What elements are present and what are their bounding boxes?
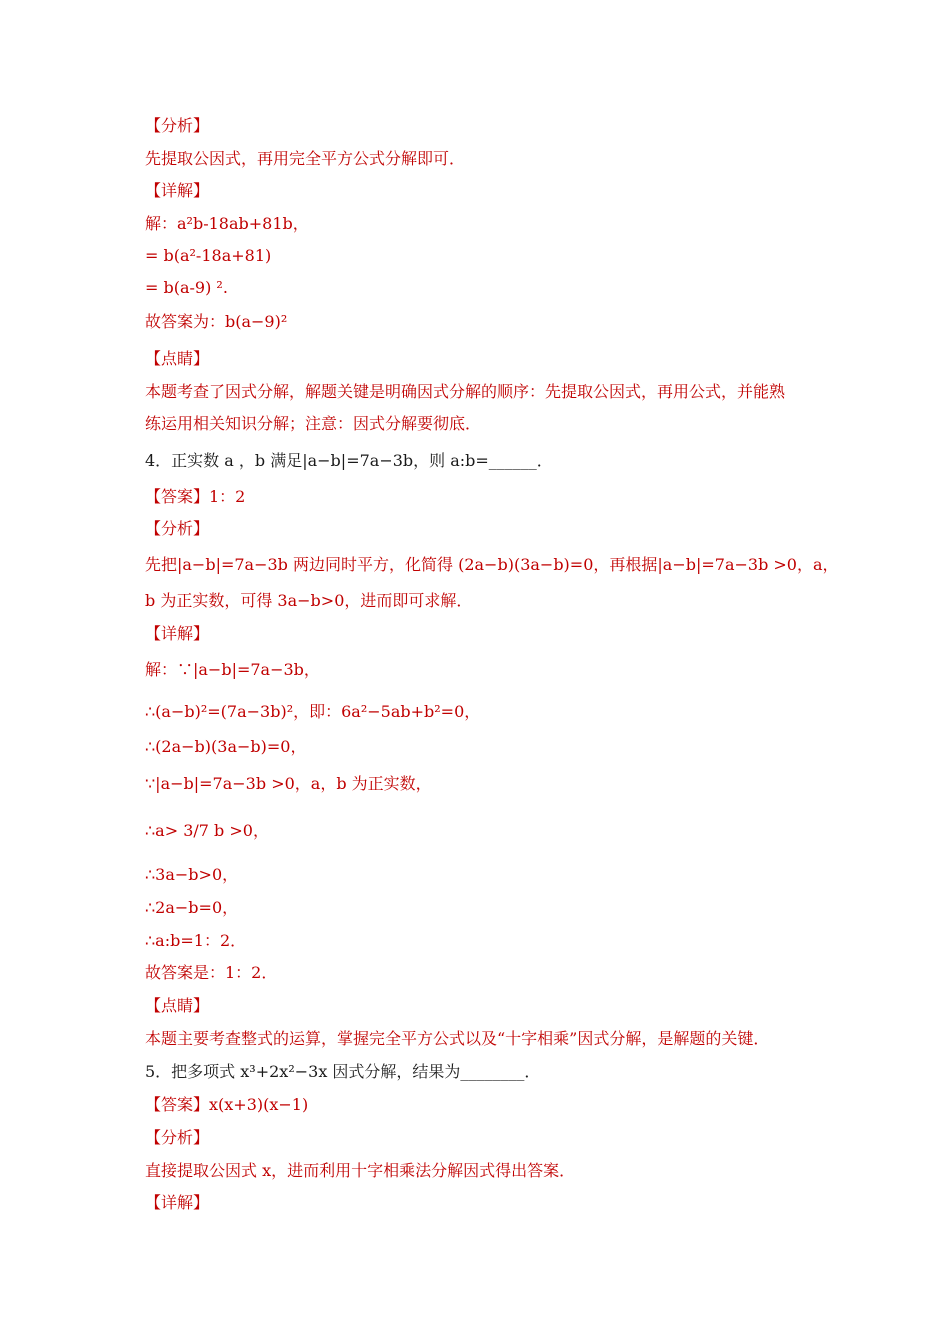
heading-solution: 【详解】 [145, 1193, 210, 1212]
solution-line: ∴(2a−b)(3a−b)=0， [145, 737, 307, 756]
analysis-text: 先提取公因式，再用完全平方公式分解即可． [145, 149, 466, 168]
analysis-text: b 为正实数，可得 3a−b>0，进而即可求解． [145, 591, 473, 610]
solution-line: ∴a> 3/7 b >0， [145, 821, 269, 840]
question-5: 5．把多项式 x³+2x²−3x 因式分解，结果为________． [145, 1062, 541, 1081]
analysis-text: 先把|a−b|=7a−3b 两边同时平方，化简得 (2a−b)(3a−b)=0，再根据|a−b|=7a−3b >0，a， [145, 555, 839, 574]
answer-statement: 故答案为：b(a−9)² [145, 312, 288, 331]
answer-4: 【答案】1：2 [145, 487, 246, 506]
heading-analysis: 【分析】 [145, 116, 210, 135]
solution-line: ∴(a−b)²=(7a−3b)²，即：6a²−5ab+b²=0， [145, 702, 481, 721]
heading-solution: 【详解】 [145, 181, 210, 200]
solution-line: = b(a-9) ². [145, 278, 228, 297]
solution-line: ∴2a−b=0， [145, 898, 239, 917]
heading-solution: 【详解】 [145, 624, 210, 643]
comment-text: 本题主要考查整式的运算，掌握完全平方公式以及“十字相乘”因式分解，是解题的关键． [145, 1029, 770, 1048]
solution-line: 解：∵|a−b|=7a−3b， [145, 660, 320, 679]
solution-line: = b(a²-18a+81) [145, 246, 272, 265]
solution-line: ∵|a−b|=7a−3b >0，a，b 为正实数， [145, 774, 432, 793]
analysis-text: 直接提取公因式 x，进而利用十字相乘法分解因式得出答案． [145, 1161, 576, 1180]
question-4: 4．正实数 a ，b 满足|a−b|=7a−3b，则 a:b=______． [145, 451, 553, 470]
heading-analysis: 【分析】 [145, 1128, 210, 1147]
solution-line: 解：a²b-18ab+81b， [145, 214, 309, 233]
comment-text: 本题考查了因式分解，解题关键是明确因式分解的顺序：先提取公因式，再用公式，并能熟 [145, 382, 786, 401]
answer-5: 【答案】x(x+3)(x−1) [145, 1095, 309, 1114]
solution-line: ∴a:b=1：2． [145, 931, 247, 950]
solution-line: ∴3a−b>0， [145, 865, 239, 884]
comment-text: 练运用相关知识分解；注意：因式分解要彻底． [145, 414, 482, 433]
heading-comment: 【点睛】 [145, 996, 210, 1015]
heading-comment: 【点睛】 [145, 349, 210, 368]
answer-statement: 故答案是：1：2． [145, 963, 278, 982]
heading-analysis: 【分析】 [145, 519, 210, 538]
